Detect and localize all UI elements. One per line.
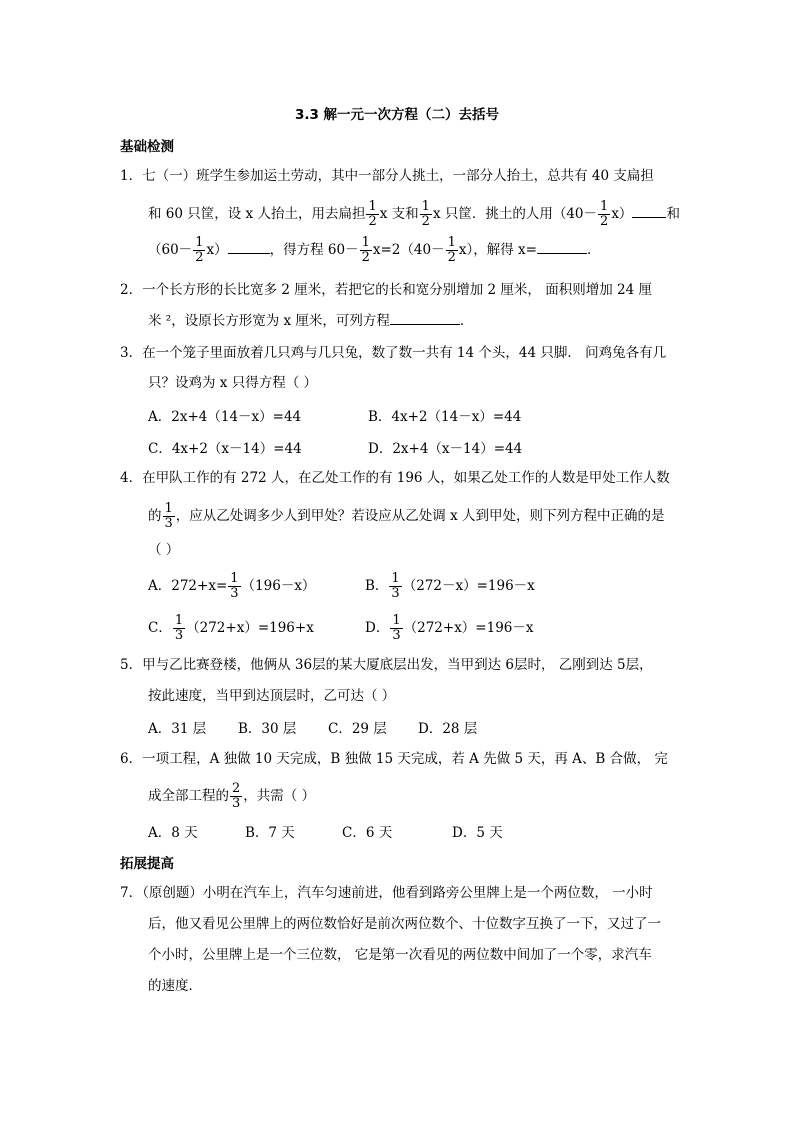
q5-line-2 xyxy=(148,686,395,706)
q4-option-a[interactable] xyxy=(148,572,315,601)
fraction-third xyxy=(390,614,402,643)
q1-text-1: 七（一）班学生参加运土劳动，其中一部分人挑土，一部分人抬土，总共有 40 支扁担 xyxy=(142,168,654,184)
q3-option-c[interactable]: C．4x+2（x－14）=44 xyxy=(148,441,302,457)
q1-text-2b: x 支和 xyxy=(379,206,419,222)
q1-text-3a: （60－ xyxy=(148,242,193,258)
q7-number: 7． xyxy=(120,885,143,901)
q4-line-1 xyxy=(120,468,670,488)
q3-text-1: 在一个笼子里面放着几只鸡与几只兔，数了数一共有 14 个头，44 只脚． 问鸡兔各有几 xyxy=(142,345,667,361)
fraction-numerator: 1 xyxy=(421,199,430,214)
fraction-third xyxy=(228,572,240,601)
fraction-denominator: 2 xyxy=(447,250,456,265)
fraction-denominator: 2 xyxy=(421,214,430,229)
q6-text-2b: ，共需（ ） xyxy=(243,788,316,804)
q6-option-d[interactable]: D．5 天 xyxy=(452,825,503,841)
q7-line-3: 个小时，公里牌上是一个三位数， 它是第一次看见的两位数中间加了一个零，求汽车 xyxy=(148,947,652,963)
q4-text-2b: ，应从乙处调多少人到甲处？若设应从乙处调 x 人到甲处，则下列方程中正确的是 xyxy=(175,508,665,524)
page-title: 3.3 解一元一次方程（二）去括号 xyxy=(294,107,500,123)
q1-number: 1． xyxy=(120,168,143,184)
q5-option-c[interactable]: C．29 层 xyxy=(328,721,387,737)
q4-option-b-prefix: B． xyxy=(365,578,389,594)
q1-line-1 xyxy=(120,166,654,186)
answer-blank[interactable] xyxy=(390,310,460,325)
q4-option-c-prefix: C． xyxy=(148,620,172,636)
q2-text-2b: ． xyxy=(459,313,474,329)
q2-text-1: 一个长方形的长比宽多 2 厘米，若把它的长和宽分别增加 2 厘米， 面积则增加 24 厘 xyxy=(142,282,652,298)
fraction-half xyxy=(420,200,432,229)
fraction-numerator: 2 xyxy=(232,781,241,796)
fraction-half xyxy=(193,236,205,265)
q5-line-1 xyxy=(120,655,653,675)
q4-text-3: （ ） xyxy=(148,542,180,558)
fraction-numerator: 1 xyxy=(164,501,173,516)
fraction-denominator: 3 xyxy=(232,796,241,811)
q3-line-1 xyxy=(120,343,666,363)
q7-line-4: 的速度． xyxy=(148,978,202,994)
fraction-numerator: 1 xyxy=(230,571,239,586)
fraction-denominator: 2 xyxy=(600,214,609,229)
fraction-third xyxy=(173,614,185,643)
fraction-denominator: 2 xyxy=(195,250,204,265)
q4-line-2 xyxy=(148,502,664,531)
q5-text-2: 按此速度，当甲到达顶层时，乙可达（ ） xyxy=(148,688,396,704)
q4-option-c-suffix: （272+x）=196+x xyxy=(186,620,314,636)
fraction-numerator: 1 xyxy=(392,613,401,628)
q3-number: 3． xyxy=(120,345,143,361)
q3-option-d[interactable]: D．2x+4（x－14）=44 xyxy=(368,441,523,457)
q6-option-a[interactable]: A．8 天 xyxy=(148,825,198,841)
q5-text-1: 甲与乙比赛登楼，他俩从 36层的某大厦底层出发，当甲到达 6层时， 乙刚到达 5层， xyxy=(142,657,653,673)
q6-text-1: 一项工程，A 独做 10 天完成，B 独做 15 天完成，若 A 先做 5 天，再 A、B 合做， 完 xyxy=(142,751,668,767)
q6-option-b[interactable]: B．7 天 xyxy=(245,825,295,841)
q4-text-2a: 的 xyxy=(148,508,162,524)
q4-option-b-suffix: （272－x）=196－x xyxy=(402,578,535,594)
answer-blank[interactable] xyxy=(632,203,666,218)
q1-text-3f: ． xyxy=(586,242,601,258)
q4-option-c[interactable] xyxy=(148,614,314,643)
fraction-denominator: 3 xyxy=(174,628,184,643)
fraction-denominator: 3 xyxy=(391,586,400,601)
fraction-numerator: 1 xyxy=(368,199,377,214)
q6-number: 6． xyxy=(120,751,143,767)
q2-text-2a: 米 ²，设原长方形宽为 x 厘米，可列方程 xyxy=(148,313,390,329)
q4-option-d-prefix: D． xyxy=(365,620,390,636)
q4-option-a-suffix: （196－x） xyxy=(241,578,316,594)
fraction-numerator: 1 xyxy=(195,235,204,250)
q1-text-3d: x=2（40－ xyxy=(372,242,445,258)
fraction-numerator: 1 xyxy=(361,235,370,250)
q6-option-c[interactable]: C．6 天 xyxy=(342,825,393,841)
q3-text-2: 只？设鸡为 x 只得方程（ ） xyxy=(148,375,317,391)
q1-text-2e: 和 xyxy=(666,206,680,222)
fraction-numerator: 1 xyxy=(391,571,400,586)
q7-text-1: （原创题）小明在汽车上，汽车匀速前进，他看到路旁公里牌上是一个两位数， 一小时 xyxy=(142,885,653,901)
q3-option-b[interactable]: B．4x+2（14－x）=44 xyxy=(368,409,522,425)
q5-option-a[interactable]: A．31 层 xyxy=(148,721,207,737)
q3-line-2 xyxy=(148,373,317,393)
fraction-third xyxy=(163,502,175,531)
q1-text-3e: x），解得 x= xyxy=(458,242,537,258)
q1-text-2c: x 只筐．挑土的人用（40－ xyxy=(432,206,598,222)
q1-text-2d: x） xyxy=(611,206,633,222)
q7-line-1 xyxy=(120,883,653,903)
fraction-half xyxy=(598,200,610,229)
fraction-two-thirds xyxy=(230,782,242,811)
q5-option-d[interactable]: D．28 层 xyxy=(418,721,478,737)
fraction-half xyxy=(360,236,372,265)
q2-line-2 xyxy=(148,310,473,331)
fraction-denominator: 3 xyxy=(230,586,239,601)
fraction-denominator: 3 xyxy=(392,628,401,643)
q6-text-2a: 成全部工程的 xyxy=(148,788,229,804)
q1-line-3 xyxy=(148,236,600,265)
fraction-denominator: 2 xyxy=(368,214,377,229)
q5-option-b[interactable]: B．30 层 xyxy=(238,721,297,737)
q4-option-a-prefix: A．272+x= xyxy=(148,578,228,594)
q4-number: 4． xyxy=(120,470,143,486)
q1-text-3b: x） xyxy=(206,242,228,258)
q4-text-1: 在甲队工作的有 272 人，在乙处工作的有 196 人，如果乙处工作的人数是甲处工作人数 xyxy=(142,470,670,486)
q4-option-d-suffix: （272+x）=196－x xyxy=(403,620,534,636)
q6-line-1 xyxy=(120,749,668,769)
fraction-denominator: 2 xyxy=(361,250,370,265)
section-heading-basic: 基础检测 xyxy=(120,139,174,155)
q4-line-3 xyxy=(148,540,179,560)
section-heading-extend: 拓展提高 xyxy=(120,856,174,872)
answer-blank[interactable] xyxy=(228,239,270,254)
q2-number: 2． xyxy=(120,282,143,298)
q1-text-2a: 和 60 只筐，设 x 人抬土，用去扁担 xyxy=(148,206,366,222)
fraction-third xyxy=(389,572,401,601)
fraction-numerator: 1 xyxy=(600,199,609,214)
answer-blank[interactable] xyxy=(537,239,587,254)
q4-option-d[interactable] xyxy=(365,614,534,643)
q7-line-2: 后，他又看见公里牌上的两位数恰好是前次两位数个、十位数字互换了一下，又过了一 xyxy=(148,916,661,932)
fraction-numerator: 1 xyxy=(447,235,456,250)
q5-number: 5． xyxy=(120,657,143,673)
q1-text-3c: ，得方程 60－ xyxy=(269,242,359,258)
q4-option-b[interactable] xyxy=(365,572,535,601)
q1-line-2 xyxy=(148,200,680,229)
q2-line-1 xyxy=(120,280,652,300)
fraction-denominator: 3 xyxy=(164,516,173,531)
fraction-half xyxy=(446,236,458,265)
q3-option-a[interactable]: A．2x+4（14－x）=44 xyxy=(148,409,302,425)
fraction-numerator: 1 xyxy=(174,613,184,628)
q6-line-2 xyxy=(148,782,315,811)
fraction-half xyxy=(366,200,378,229)
